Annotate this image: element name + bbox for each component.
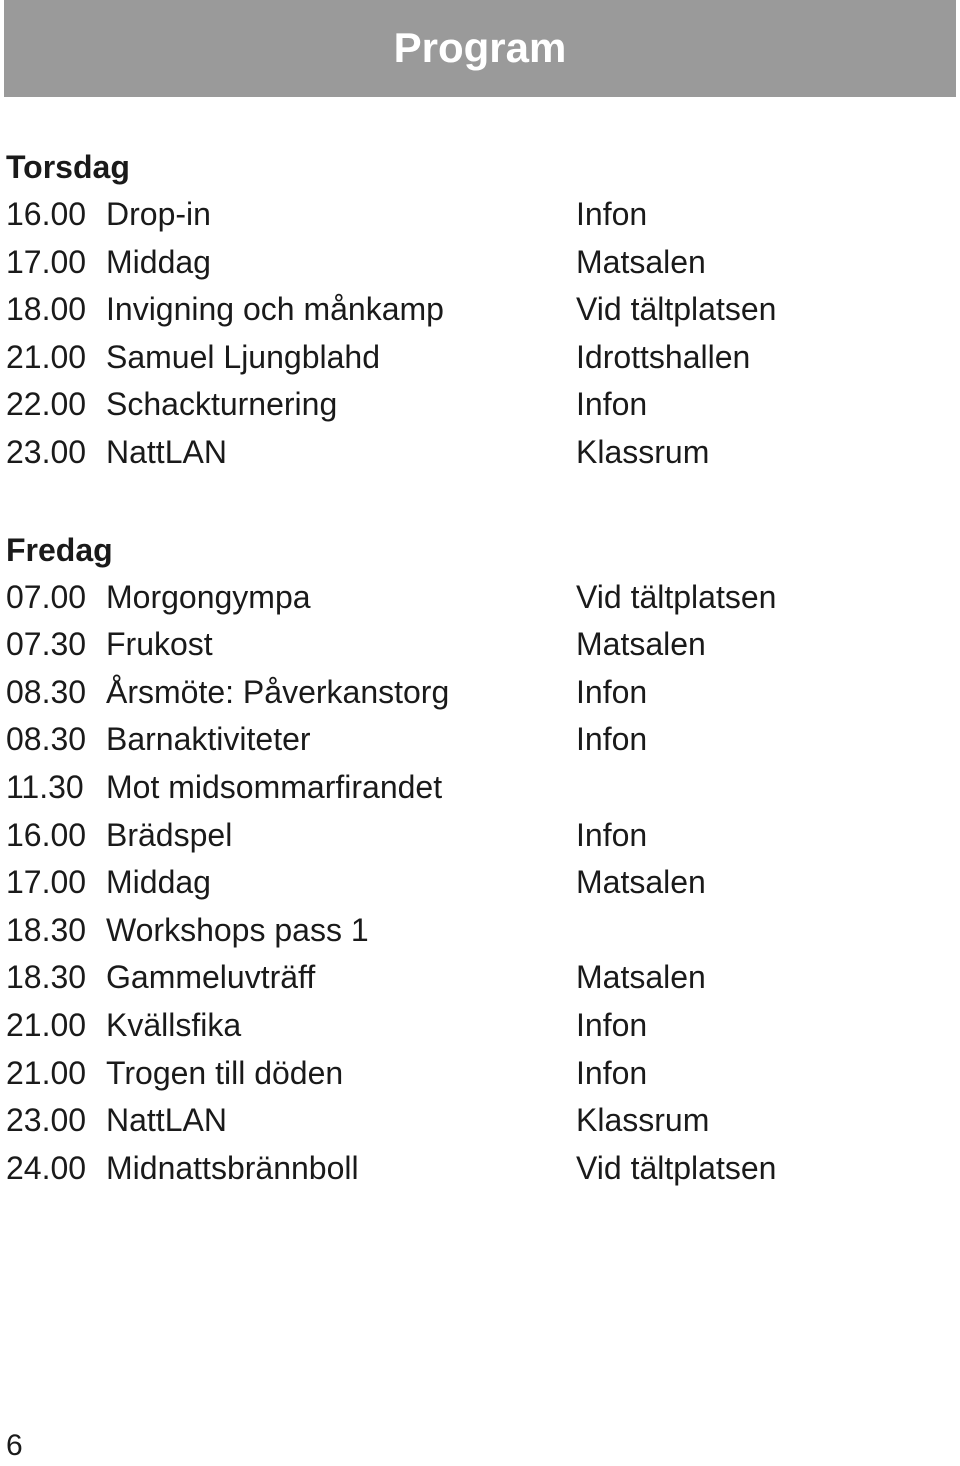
event-time: 18.30 [6,959,87,996]
event-title: Middag [106,864,211,901]
schedule-row [6,859,946,907]
event-title: Brädspel [106,816,233,853]
event-time: 22.00 [6,386,87,423]
event-time: 08.30 [6,673,87,710]
event-place [576,907,946,955]
day-section-torsdag [6,143,946,477]
schedule-row [6,812,946,860]
schedule-row [6,764,946,812]
event-title: Barnaktiviteter [106,721,311,758]
schedule-row [6,191,946,239]
event-time: 18.30 [6,911,87,948]
event-place: Vid tältplatsen [576,578,777,615]
schedule-row [6,716,946,764]
event-place: Matsalen [576,243,706,280]
event-place: Matsalen [576,959,706,996]
page-title: Program [393,24,567,71]
event-time: 11.30 [6,768,84,805]
event-time: 21.00 [6,1006,87,1043]
event-place: Infon [576,721,648,758]
event-time: 23.00 [6,433,87,470]
schedule-row [6,954,946,1002]
event-place: Matsalen [576,626,706,663]
day-section-fredag [6,526,946,1193]
schedule-row [6,1002,946,1050]
schedule-row [6,907,946,955]
schedule-row [6,334,946,382]
schedule-row [6,669,946,717]
event-title: Mot midsommarfirandet [106,768,443,805]
schedule-row [6,381,946,429]
event-time: 16.00 [6,196,87,232]
event-place: Matsalen [576,864,706,901]
event-place: Infon [576,1006,648,1043]
event-title: Workshops pass 1 [106,911,369,948]
event-place: Infon [576,1054,648,1091]
schedule-row [6,429,946,477]
event-time: 08.30 [6,721,87,758]
event-title: Samuel Ljungblahd [106,338,380,375]
event-title: NattLAN [106,433,227,470]
header-bar [4,0,956,97]
event-time: 17.00 [6,243,87,280]
event-title: Gammeluvträff [106,959,316,996]
event-time: 21.00 [6,338,87,375]
event-time: 17.00 [6,864,87,901]
event-title: Midnattsbrännboll [106,1149,359,1186]
day-heading: Fredag [6,531,113,568]
schedule-row [6,1050,946,1098]
event-place: Infon [576,196,648,232]
event-title: Årsmöte: Påverkanstorg [106,673,450,710]
event-title: Trogen till döden [106,1054,344,1091]
event-time: 24.00 [6,1149,87,1186]
schedule-row [6,286,946,334]
event-time: 18.00 [6,291,87,328]
event-title: NattLAN [106,1102,227,1139]
event-time: 23.00 [6,1102,87,1139]
event-place: Vid tältplatsen [576,1149,777,1186]
schedule-row [6,574,946,622]
event-title: Invigning och månkamp [106,291,444,328]
event-place: Infon [576,386,648,423]
event-title: Drop-in [106,196,211,232]
event-place: Infon [576,816,648,853]
schedule-row [6,621,946,669]
event-title: Schackturnering [106,386,338,423]
schedule-row [6,1097,946,1145]
schedule-row [6,239,946,287]
event-time: 07.00 [6,578,87,615]
program-content [6,143,946,1192]
event-title: Middag [106,243,211,280]
event-title: Kvällsfika [106,1006,242,1043]
event-place: Klassrum [576,1102,710,1139]
event-title: Morgongympa [106,578,311,615]
event-place [576,764,946,812]
event-place: Infon [576,673,648,710]
schedule-row [6,1145,946,1193]
event-title: Frukost [106,626,213,663]
event-place: Vid tältplatsen [576,291,777,328]
page-number: 6 [6,1429,23,1462]
event-place: Idrottshallen [576,338,751,375]
day-heading: Torsdag [6,149,130,185]
event-time: 16.00 [6,816,87,853]
event-place: Klassrum [576,433,710,470]
event-time: 07.30 [6,626,87,663]
event-time: 21.00 [6,1054,87,1091]
